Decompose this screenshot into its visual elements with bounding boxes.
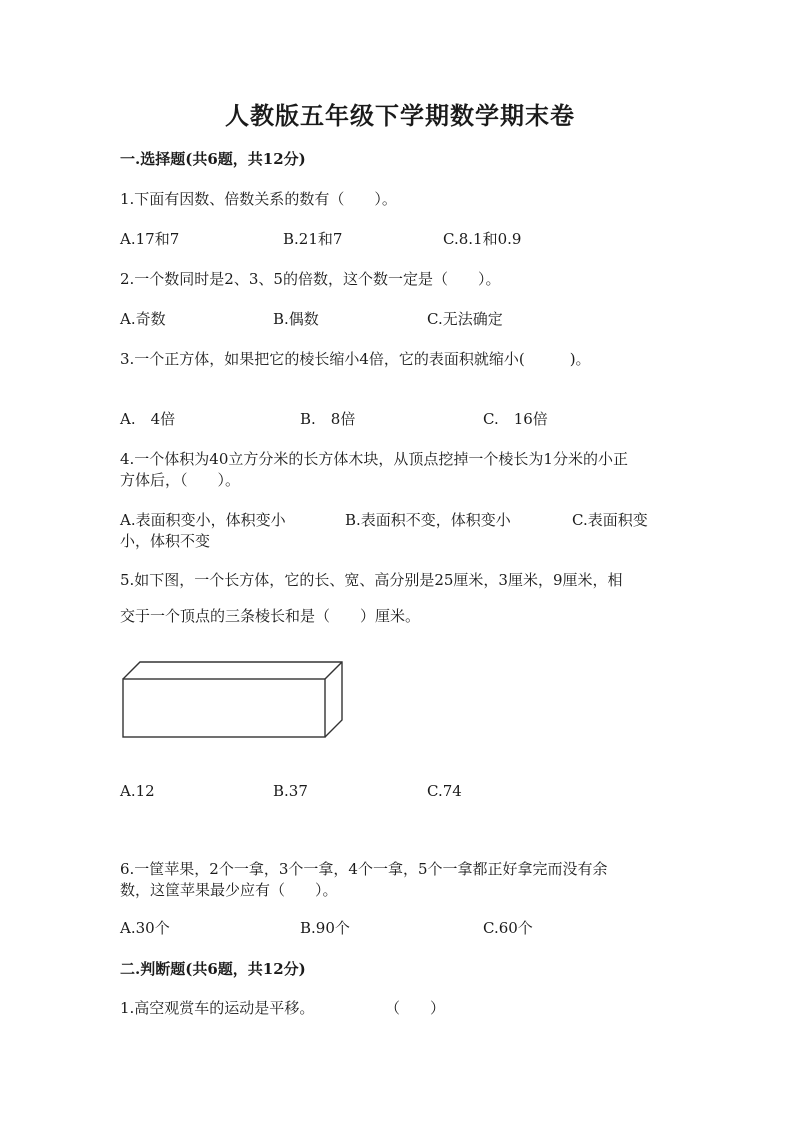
q5-option-b[interactable]: B.37 bbox=[273, 782, 308, 800]
q4-option-a[interactable]: A.表面积变小，体积变小 bbox=[120, 511, 286, 529]
question-1-stem: 1.下面有因数、倍数关系的数有（ ）。 bbox=[120, 190, 397, 208]
q6-option-a[interactable]: A.30个 bbox=[120, 919, 170, 937]
question-4-stem-line1: 4.一个体积为40立方分米的长方体木块，从顶点挖掉一个棱长为1分米的小正 bbox=[120, 450, 628, 468]
question-6-stem-line2: 数，这筐苹果最少应有（ ）。 bbox=[120, 881, 338, 899]
q3-option-a[interactable]: A. 4倍 bbox=[120, 410, 176, 428]
q5-option-a[interactable]: A.12 bbox=[120, 782, 155, 800]
q4-option-c[interactable]: C.表面积变 bbox=[572, 511, 648, 529]
q3-option-c[interactable]: C. 16倍 bbox=[483, 410, 548, 428]
cuboid-corner-edge bbox=[325, 662, 342, 679]
question-5-stem-line2: 交于一个顶点的三条棱长和是（ ）厘米。 bbox=[120, 607, 421, 625]
q6-option-b[interactable]: B.90个 bbox=[300, 919, 350, 937]
q2-option-c[interactable]: C.无法确定 bbox=[427, 310, 503, 328]
q3-option-b[interactable]: B. 8倍 bbox=[300, 410, 356, 428]
section-heading-choice: 一.选择题(共6题，共12分) bbox=[120, 150, 306, 168]
cuboid-top-side-edges bbox=[123, 662, 342, 737]
q1-option-a[interactable]: A.17和7 bbox=[120, 230, 180, 248]
judgement-1-stem: 1.高空观赏车的运动是平移。 bbox=[120, 999, 315, 1017]
q5-option-c[interactable]: C.74 bbox=[427, 782, 462, 800]
q2-option-b[interactable]: B.偶数 bbox=[273, 310, 319, 328]
q1-option-b[interactable]: B.21和7 bbox=[283, 230, 343, 248]
question-5-stem-line1: 5.如下图，一个长方体，它的长、宽、高分别是25厘米，3厘米，9厘米，相 bbox=[120, 571, 623, 589]
q1-option-c[interactable]: C.8.1和0.9 bbox=[443, 230, 522, 248]
judgement-1-blank[interactable]: （ ） bbox=[385, 999, 446, 1017]
question-4-stem-line2: 方体后，（ ）。 bbox=[120, 471, 241, 489]
cuboid-figure bbox=[118, 657, 350, 743]
question-6-stem-line1: 6.一筐苹果，2个一拿，3个一拿，4个一拿，5个一拿都正好拿完而没有余 bbox=[120, 860, 608, 878]
question-2-stem: 2.一个数同时是2、3、5的倍数，这个数一定是（ ）。 bbox=[120, 270, 501, 288]
page-title: 人教版五年级下学期数学期末卷 bbox=[225, 101, 575, 130]
q4-option-b[interactable]: B.表面积不变，体积变小 bbox=[345, 511, 511, 529]
q6-option-c[interactable]: C.60个 bbox=[483, 919, 533, 937]
q2-option-a[interactable]: A.奇数 bbox=[120, 310, 166, 328]
cuboid-front-face bbox=[123, 679, 325, 737]
question-3-stem: 3.一个正方体，如果把它的棱长缩小4倍，它的表面积就缩小( )。 bbox=[120, 350, 591, 368]
q4-option-c-wrap: 小，体积不变 bbox=[120, 532, 211, 550]
section-heading-judgement: 二.判断题(共6题，共12分) bbox=[120, 960, 306, 978]
